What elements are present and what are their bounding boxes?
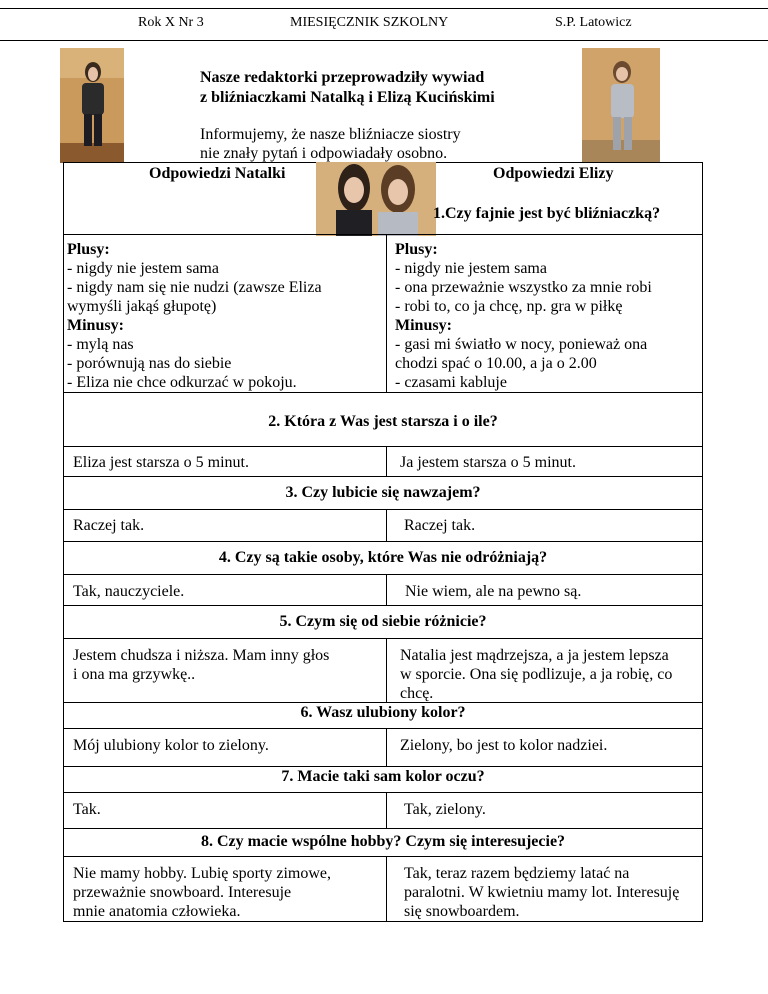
table-rule: [63, 702, 703, 703]
photo-natalka: [60, 48, 124, 163]
table-column-divider: [386, 638, 387, 702]
answer-natalka-2: Eliza jest starsza o 5 minut.: [73, 454, 249, 471]
answer-natalka-7: Tak.: [73, 801, 101, 818]
interview-table: [63, 162, 703, 922]
issue-number: Rok X Nr 3: [138, 15, 204, 30]
table-rule: [63, 856, 703, 857]
answer-natalka-8: Nie mamy hobby. Lubię sporty zimowe, przeważnie snowboard. Interesuje mnie anatomia człowieka.: [73, 865, 332, 920]
answer-eliza-2: Ja jestem starsza o 5 minut.: [400, 454, 576, 471]
table-column-divider: [386, 574, 387, 605]
table-column-divider: [386, 728, 387, 766]
table-rule: [63, 921, 703, 922]
table-rule: [63, 476, 703, 477]
question-7: 7. Macie taki sam kolor oczu?: [281, 768, 485, 785]
question-3: 3. Czy lubicie się nawzajem?: [285, 484, 481, 501]
table-border-right: [702, 162, 703, 922]
table-column-divider: [386, 509, 387, 541]
answer-eliza-6: Zielony, bo jest to kolor nadziei.: [400, 737, 608, 754]
table-rule: [63, 392, 703, 393]
question-4: 4. Czy są takie osoby, które Was nie odróżniają?: [218, 549, 548, 566]
table-rule: [63, 574, 703, 575]
table-column-divider: [386, 856, 387, 922]
table-rule: [63, 234, 703, 235]
photo-eliza: [582, 48, 660, 163]
answer-natalka-1: Plusy: - nigdy nie jestem sama - nigdy nam się nie nudzi (zawsze Eliza wymyśli jakąś głupotę) Minusy: - mylą nas - porównują nas do siebie - Eliza nie chce odkurzać w pokoju.: [67, 241, 322, 391]
question-2: 2. Która z Was jest starsza i o ile?: [268, 413, 498, 430]
question-5: 5. Czym się od siebie różnicie?: [279, 613, 487, 630]
table-rule: [63, 792, 703, 793]
table-column-divider: [386, 792, 387, 828]
table-rule: [63, 828, 703, 829]
intro-title-line2: z bliźniaczkami Natalką i Elizą Kucińskimi: [200, 89, 495, 106]
answer-natalka-4: Tak, nauczyciele.: [73, 583, 185, 600]
answer-eliza-4: Nie wiem, ale na pewno są.: [405, 583, 582, 600]
question-1: 1.Czy fajnie jest być bliźniaczką?: [433, 205, 661, 222]
intro-note-line2: nie znały pytań i odpowiadały osobno.: [200, 145, 448, 162]
column-header-natalka: Odpowiedzi Natalki: [149, 165, 286, 182]
answer-eliza-3: Raczej tak.: [404, 517, 476, 534]
table-border-left: [63, 162, 64, 922]
table-column-divider: [386, 234, 387, 392]
table-rule: [63, 509, 703, 510]
answer-eliza-8: Tak, teraz razem będziemy latać na paralotni. W kwietniu mamy lot. Interesuję się snowboardem.: [404, 865, 680, 920]
header-bottom-rule: [0, 40, 768, 41]
answer-natalka-6: Mój ulubiony kolor to zielony.: [73, 737, 269, 754]
column-header-eliza: Odpowiedzi Elizy: [493, 165, 614, 182]
table-column-divider: [386, 446, 387, 476]
table-rule: [63, 541, 703, 542]
photo-twins: [316, 162, 436, 236]
header-top-rule: [0, 8, 768, 9]
newspaper-title: MIESIĘCZNIK SZKOLNY: [290, 15, 449, 30]
table-rule: [63, 728, 703, 729]
table-rule: [63, 638, 703, 639]
answer-eliza-1: Plusy: - nigdy nie jestem sama - ona przeważnie wszystko za mnie robi - robi to, co ja chcę, np. gra w piłkę Minusy: - gasi mi światło w nocy, ponieważ ona chodzi spać o 10.00, a ja o 2.00 - czasami kabluje: [395, 241, 652, 391]
table-rule: [63, 605, 703, 606]
table-rule: [63, 766, 703, 767]
question-8: 8. Czy macie wspólne hobby? Czym się interesujecie?: [200, 833, 566, 850]
answer-eliza-7: Tak, zielony.: [404, 801, 486, 818]
page-header: [0, 0, 768, 42]
answer-natalka-5: Jestem chudsza i niższa. Mam inny głos i ona ma grzywkę..: [73, 647, 330, 683]
intro-title-line1: Nasze redaktorki przeprowadziły wywiad: [200, 69, 485, 86]
school-name: S.P. Latowicz: [555, 15, 632, 30]
answer-eliza-5: Natalia jest mądrzejsza, a ja jestem lepsza w sporcie. Ona się podlizuje, a ja robię, co chcę.: [400, 647, 673, 702]
question-6: 6. Wasz ulubiony kolor?: [300, 704, 466, 721]
table-rule: [63, 446, 703, 447]
intro-note-line1: Informujemy, że nasze bliźniacze siostry: [200, 126, 461, 143]
answer-natalka-3: Raczej tak.: [73, 517, 145, 534]
